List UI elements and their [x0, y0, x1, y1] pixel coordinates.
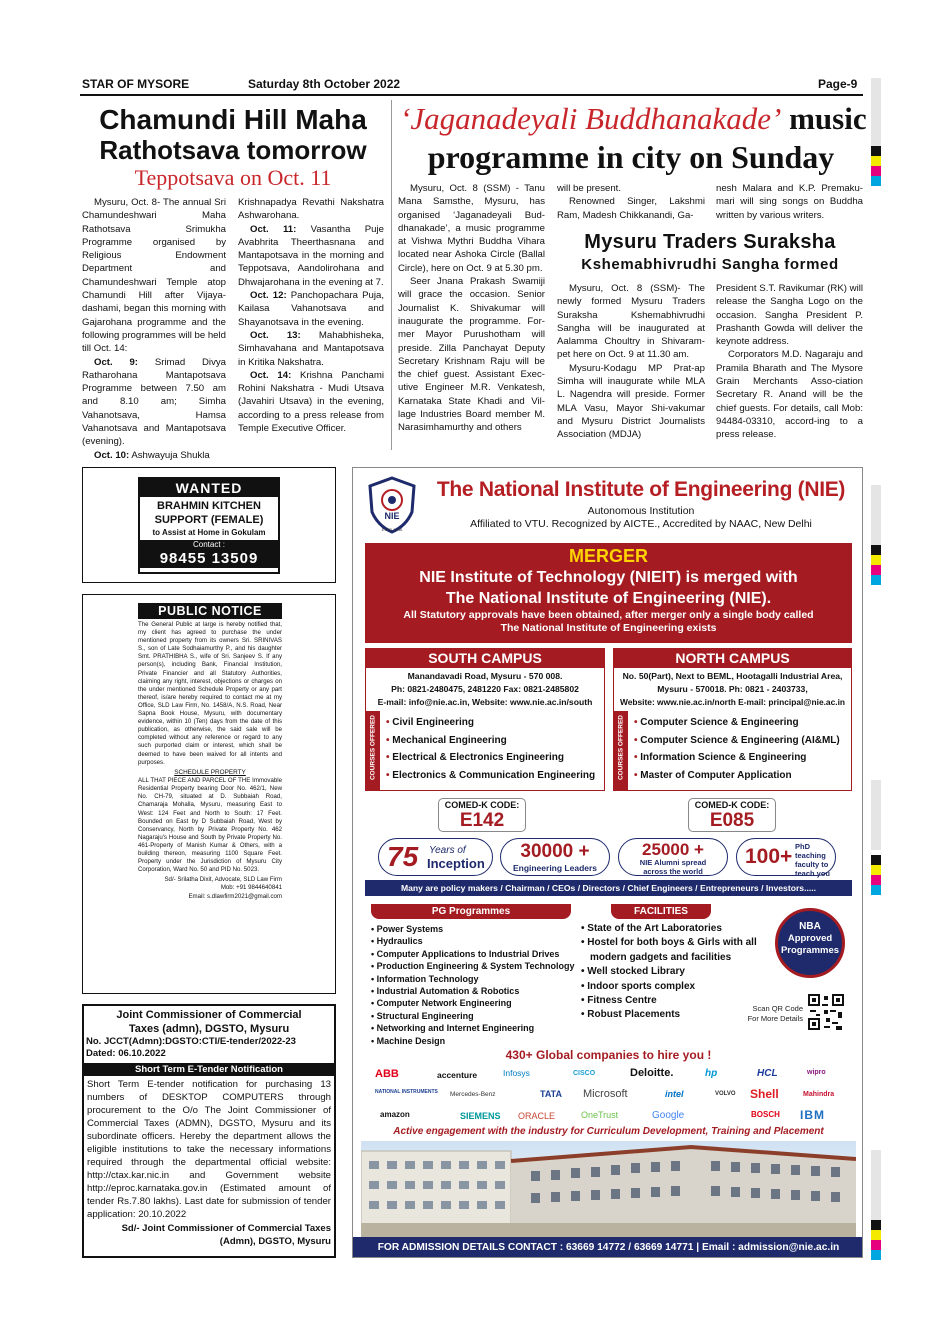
stat-big: 25000 +	[642, 840, 704, 859]
company-logo-mercedes: Mercedes-Benz	[450, 1091, 496, 1098]
merger-title: MERGER	[568, 546, 648, 566]
campus-photo	[361, 1141, 856, 1237]
margin-bar-top	[871, 78, 881, 148]
course-text: Civil Engineering	[392, 717, 474, 728]
tender-sign1: Sd/- Joint Commissioner of Commercial Taxes	[121, 1223, 331, 1234]
south-contact: E-mail: info@nie.ac.in, Website: www.nie.ac.in/south	[377, 697, 593, 707]
stat-years	[378, 838, 493, 876]
facilities-title: FACILITIES	[611, 904, 711, 919]
registration-mark	[871, 146, 881, 186]
logo-year: ESTD 1946	[381, 527, 403, 532]
stats-row	[378, 838, 838, 878]
course-item: • Civil Engineering	[386, 717, 474, 728]
para	[238, 289, 384, 329]
notice-title: PUBLIC NOTICE	[138, 603, 282, 619]
subheadline: Kshemabhivrudhi Sangha formed	[581, 256, 839, 273]
company-logo-mahindra: Mahindra	[803, 1091, 835, 1098]
headline-italic: ‘Jaganadeyali Buddhanakade’	[400, 101, 782, 136]
para-text: Mahabhisheka, Simhavahana and Mantapotsava in Kritika Nakshatra.	[238, 329, 384, 368]
company-logo-oracle: ORACLE	[518, 1111, 556, 1121]
courses-offered-strip	[614, 711, 628, 791]
stat-small: across the world	[643, 867, 703, 876]
wanted-line1: BRAHMIN KITCHEN	[157, 500, 261, 512]
pg-item: • Power Systems	[371, 924, 444, 934]
stat-big: 100+	[745, 845, 793, 868]
margin-bar-bottom	[871, 1150, 881, 1220]
company-logo-google: Google	[652, 1110, 685, 1121]
article-chamundi	[80, 104, 386, 191]
para: Mysuru, Oct. 8- The annual Sri Chamundeshwari Maha Rathotsava Srimukha Programme organised by Religious Endowment Department and Chamundeshwari Temple atop Chamundi Hill after Vijaya-dashami, began this morning with Gajarohana programme and the following programmes will be held till Oct. 14:	[82, 197, 226, 355]
margin-bar-low	[871, 780, 881, 850]
nie-ad	[352, 467, 863, 1258]
nba-badge	[775, 908, 845, 978]
company-logo-intel: intel	[665, 1089, 684, 1099]
nba-text: Programmes	[780, 945, 840, 956]
facility-text: Robust Placements	[587, 1009, 681, 1021]
para	[82, 449, 226, 462]
para: Renowned Singer, Lakshmi Ram, Madesh Chikkanandi, Ga-	[557, 196, 705, 221]
tender-band: Short Term E-Tender Notification	[84, 1063, 334, 1076]
pg-item: • Structural Engineering	[371, 1010, 474, 1021]
margin-bar-mid	[871, 485, 881, 545]
stat-small: teach you	[795, 869, 831, 878]
pg-text: Industrial Automation & Robotics	[376, 986, 520, 997]
pg-text: Hydraulics	[376, 936, 423, 947]
stat-leaders	[500, 838, 610, 876]
pg-item: • Computer Network Engineering	[371, 998, 512, 1009]
date-lead: Oct. 14:	[250, 369, 292, 381]
notice-mobile: Mob: +91 9844640841	[220, 884, 282, 892]
para: Mysuru, Oct. 8 (SSM) - Tanu Mana Samsthe, Mysuru, has organised ‘Jaganadeyali Bud-dhanakade’, a music programme at Vishwa Mythri Buddha Vihara located near Ashoka Circle (Ballal Circle), here on Oct. 9 at 5.30 pm.	[398, 183, 545, 274]
company-logo-shell: Shell	[750, 1087, 779, 1101]
company-logo-cisco: CISCO	[573, 1070, 596, 1077]
date-lead: Oct. 10:	[94, 449, 130, 461]
course-item: • Computer Science & Engineering (AI&ML)	[634, 734, 840, 746]
course-text: Mechanical Engineering	[392, 734, 507, 746]
registration-mark	[871, 855, 881, 895]
comedk-south	[438, 798, 526, 832]
pg-text: Production Engineering & System Technology	[376, 961, 575, 972]
course-text: Electronics & Communication Engineering	[392, 769, 596, 781]
merger-line4: The National Institute of Engineering exists	[500, 622, 717, 634]
wanted-inner	[138, 477, 280, 574]
para	[238, 329, 384, 369]
facility-item: • Hostel for both boys & Girls with all modern gadgets and facilities	[581, 937, 757, 963]
company-logo-hp: hp	[705, 1068, 718, 1079]
header-rule	[80, 94, 863, 96]
tender-ref: No. JCCT(Admn):DGSTO:CTI/E-tender/2022-23	[86, 1036, 296, 1047]
notice-body: The General Public at large is hereby notified that, my client has agreed to purchase the under mentioned property from its owners Sri. SRINIVAS S., son of Late Sodhaiamurthy P., and his daughter Smt. PRATHIBHA S., wife of Sri. Sanjeev S. If any person(s), including Bank, Financial Institution, Private Financier and all Statutory Authorities, claiming any right, interest, objections or charges on the under mentioned Schedule Property or any part thereof, is/are hereby required to contact me at my Office, SLD Law Firm, No. 1458/A, N.S. Road, Near Sapna Book House, Mysuru, with documentary evidence, within 10 (Ten) days from the date of this publication, as otherwise, the said sale will be completed without any reference or regard to any such purported claim or interest, which shall be deemed to have been waived for all intents and purposes.	[138, 621, 282, 766]
para: President S.T. Ravikumar (RK) will release the Sangha Logo on the occasion. Sangha President P. Prashanth Gowda will deliver the keynote address.	[716, 283, 863, 348]
subheadline: Teppotsava on Oct. 11	[134, 165, 332, 190]
schedule-body: ALL THAT PIECE AND PARCEL OF THE Immovable Residential Property bearing Door No. 462/1, New No. CH-79, situated at D. Subbaiah Road, Chamaraja Mohalla, Mysuru, measuring East to West: 124 Feet and North to South: 17 Feet. Bounded on East by D Subbaiah Road, West by Conservancy, North by Private Property No. 462 Nagaraju's House and South by Private Property No. 461-Property of Manish Kumar & Others, with a building thereon, measuring 1100 Square Feet. Property under the Jurisdiction of Mysuru City Corporation, Ward No. 50 and PID No. 5023.	[138, 777, 282, 874]
para: Seer Jnana Prakash Swamiji will grace the occasion. Senior Journalist K. Shivakumar will inaugurate the programme. For-mer Mayor Purushotham will preside. Zilla Panchayat Deputy Secretary Krishnam Raju will be the chief guest. Assistant Exec-utive Engineer M.R. Venkatesh, Karnataka State Khadi and Vil-lage Industries Board member M. Narasimhamurthy and others	[398, 276, 545, 434]
date-lead: Oct. 9:	[94, 356, 138, 368]
pg-list	[371, 923, 581, 1047]
pg-programmes	[371, 904, 581, 1047]
nie-title: The National Institute of Engineering (NIE)	[436, 478, 846, 501]
north-campus-card	[613, 648, 852, 791]
tender-sign2: (Admn), DGSTO, Mysuru	[219, 1236, 331, 1247]
nba-text: NBA	[799, 921, 821, 932]
pg-text: Machine Design	[376, 1035, 446, 1046]
stat-small-group	[795, 842, 835, 878]
course-item: • Master of Computer Application	[634, 769, 792, 781]
stat-alumni	[618, 838, 728, 876]
logo-text: NIE	[384, 511, 400, 521]
admission-footer: FOR ADMISSION DETAILS CONTACT : 63669 14772 / 63669 14771 | Email : admission@nie.ac.in	[353, 1237, 863, 1258]
para: Mysuru-Kodagu MP Prat-ap Simha will inaugurate while MLA L. Nagendra will preside. Former MLA Vasu, Mayor Shi-vakumar and Mysuru District Journalists Association (MDJA)	[557, 362, 705, 441]
qr-text: For More Details	[747, 1014, 803, 1023]
pg-text: Power Systems	[376, 924, 444, 934]
company-logo-amazon: amazon	[380, 1110, 410, 1119]
stat-small: Engineering Leaders	[512, 863, 598, 873]
stat-big: 75	[387, 841, 419, 872]
para: Corporators M.D. Nagaraju and Pramila Bharath and The Mysore Grain Merchants Asso-ciation Secretary R. Anand will be the chief guests. For details, call Mob: 94484-03310, accord-ing to a press release.	[716, 349, 863, 441]
north-title: NORTH CAMPUS	[614, 649, 851, 668]
pg-text: Networking and Internet Engineering	[376, 1023, 535, 1034]
south-title: SOUTH CAMPUS	[366, 649, 604, 668]
south-phone: Ph: 0821-2480475, 2481220 Fax: 0821-2485802	[391, 684, 579, 694]
nie-sub2: Affiliated to VTU. Recognized by AICTE., Accredited by NAAC, New Delhi	[470, 518, 812, 530]
schedule-title: SCHEDULE PROPERTY	[174, 768, 246, 776]
tender-notice-ad	[82, 1004, 336, 1258]
facility-text: Indoor sports complex	[587, 980, 696, 992]
pg-text: Computer Applications to Industrial Drives	[376, 948, 560, 959]
merger-line2: The National Institute of Engineering (NIE).	[445, 590, 772, 607]
wanted-title: WANTED	[140, 479, 278, 497]
merger-line3: All Statutory approvals have been obtained, after merger only a single body called	[403, 609, 814, 621]
north-course-list	[634, 714, 849, 784]
pg-text: Computer Network Engineering	[376, 998, 512, 1009]
para: Mysuru, Oct. 8 (SSM)- The newly formed Mysuru Traders Suraksha Kshemabhivrudhi Sangha will be inaugurated at Aalamma Choultry in Shivaram-pet here on Oct. 9 at 11.30 am.	[557, 283, 705, 361]
pg-item: • Networking and Internet Engineering	[371, 1023, 535, 1034]
course-item: • Electrical & Electronics Engineering	[386, 752, 565, 763]
comedk-north	[688, 798, 776, 832]
company-logo-accenture: accenture	[437, 1070, 478, 1080]
public-notice-inner	[138, 603, 282, 989]
headline: Mysuru Traders Suraksha	[584, 231, 836, 253]
para-text: Ashwayuja Shukla	[131, 449, 210, 461]
facility-text: Hostel for both boys & Girls with all modern gadgets and facilities	[587, 937, 757, 963]
course-text: Electrical & Electronics Engineering	[392, 752, 565, 763]
stat-small: faculty to	[795, 860, 829, 869]
stat-small: Years of	[429, 845, 466, 856]
company-logo-ibm: IBM	[800, 1108, 825, 1122]
notice-email: Email: s.dlawfirm2021@gmail.com	[188, 892, 282, 900]
para: Krishnapadya Revathi Nakshatra Ashwarohana.	[238, 197, 384, 222]
comedk-code: E085	[709, 810, 755, 831]
article-music	[400, 100, 867, 176]
engagement-line: Active engagement with the industry for Curriculum Development, Training and Placement	[393, 1126, 824, 1137]
para-text: Krishna Panchami Rohini Nakshatra - Mudi Utsava (Javahiri Utsava) in the evening, according to a press release from Temple Executive Officer.	[238, 369, 384, 435]
facility-item: • Robust Placements	[581, 1009, 681, 1021]
article-chamundi-col2	[238, 196, 384, 435]
tender-date: Dated: 06.10.2022	[86, 1048, 166, 1059]
north-contact: Website: www.nie.ac.in/north E-mail: principal@nie.ac.in	[619, 697, 846, 707]
article-traders	[557, 229, 863, 275]
company-logo-tata: TATA	[540, 1089, 562, 1099]
merger-line1: NIE Institute of Technology (NIEIT) is merged with	[419, 569, 798, 586]
comedk-label: COMED-K CODE:	[694, 800, 770, 810]
company-logo-infosys: Infosys	[503, 1068, 530, 1078]
courses-label: COURSES OFFERED	[369, 715, 377, 781]
courses-offered-strip	[366, 711, 380, 791]
qr-caption	[743, 1004, 803, 1024]
company-logo-onetrust: OneTrust	[581, 1110, 619, 1120]
headline-line1: Chamundi Hill Maha	[99, 104, 367, 135]
company-logo-volvo: VOLVO	[715, 1091, 736, 1097]
issue-date: Saturday 8th October 2022	[248, 77, 401, 91]
article-music-col1	[398, 182, 545, 435]
company-logo-abb: ABB	[375, 1068, 399, 1080]
stat-small: NIE Alumni spread	[639, 858, 707, 867]
stat-small: Inception	[427, 856, 485, 871]
wanted-ad	[82, 467, 336, 583]
pg-item: • Hydraulics	[371, 936, 423, 947]
company-logo-hcl: HCL	[757, 1068, 778, 1079]
company-logo-siemens: SIEMENS	[460, 1111, 501, 1121]
stat-big: 30000 +	[520, 841, 590, 862]
pg-item: • Industrial Automation & Robotics	[371, 986, 520, 997]
date-lead: Oct. 11:	[250, 223, 297, 235]
public-notice-ad	[82, 594, 336, 994]
article-chamundi-col1	[82, 196, 226, 462]
company-logo-microsoft: Microsoft	[583, 1088, 628, 1100]
tender-body: Short Term E-tender notification for purchasing 13 numbers of DESKTOP COMPUTERS through procurement to the O/o The Joint Commissioner of Commercial Taxes (ADMN), DGSTO, Mysuru and its subordinate officers. Hereby the department allows the eligible institutions to take the necessary informations required through the departmental official website: http://ctax.kar.nic.in and Government website http://eproc.karnataka.gov.in (Estimated amount of tender Rs.7.80 lakhs). Last date for submission of tender application: 20.10.2022	[87, 1079, 331, 1220]
article-traders-col1	[557, 282, 705, 442]
south-campus-card	[365, 648, 605, 791]
facilities-list	[581, 922, 761, 1023]
para	[238, 223, 384, 289]
course-text: Master of Computer Application	[640, 769, 792, 781]
company-logo-bosch: BOSCH	[751, 1110, 780, 1119]
course-item: • Electronics & Communication Engineering	[386, 769, 596, 781]
facility-text: State of the Art Laboratories	[587, 923, 722, 934]
wanted-line2: SUPPORT (FEMALE)	[154, 514, 264, 526]
registration-mark	[871, 545, 881, 585]
para-text: Vasantha Puje Avabhrita Theerthasnana and Mantapotsava in the morning and Teppotsava, Aandolirohana and Dhwajarohana in the evening at 7.	[238, 223, 384, 288]
course-item: • Information Science & Engineering	[634, 752, 807, 763]
course-text: Computer Science & Engineering	[640, 717, 799, 728]
nie-sub1: Autonomous Institution	[587, 505, 695, 517]
north-phone: Mysuru - 570018. Ph: 0821 - 2403733,	[657, 684, 808, 694]
headline-line1	[400, 100, 867, 138]
courses-label: COURSES OFFERED	[617, 715, 625, 781]
pg-item: • Machine Design	[371, 1035, 446, 1046]
tender-head1: Joint Commissioner of Commercial	[116, 1009, 302, 1021]
pg-text: Information Technology	[376, 973, 479, 984]
pg-item: • Computer Applications to Industrial Drives	[371, 948, 560, 959]
headline-rest: music	[781, 101, 867, 136]
nie-logo-icon	[366, 476, 418, 534]
headline-line2: programme in city on Sunday	[427, 139, 835, 175]
wanted-line3: to Assist at Home in Gokulam	[152, 528, 266, 537]
comedk-label: COMED-K CODE:	[444, 800, 520, 810]
company-logo-wipro: wipro	[807, 1069, 826, 1076]
notice-sign: Sd/- Srilatha Dixit, Advocate, SLD Law Firm	[164, 876, 282, 884]
facility-item: • Fitness Centre	[581, 995, 657, 1007]
para-text: Panchopachara Puja, Kailasa Vahanotsava and Shayanotsava in the evening.	[238, 290, 384, 328]
south-course-list	[386, 714, 601, 784]
facility-text: Fitness Centre	[587, 995, 657, 1007]
qr-code-icon[interactable]	[806, 992, 846, 1032]
wanted-contact	[140, 540, 278, 568]
para: nesh Malara and K.P. Premaku-mari will sing songs on Buddha written by various writers.	[716, 183, 863, 221]
para	[82, 356, 226, 449]
pg-item: • Production Engineering & System Technology	[371, 961, 575, 972]
pg-title: PG Programmes	[371, 904, 571, 919]
facility-text: Well stocked Library	[587, 966, 685, 978]
headline-line2: Rathotsava tomorrow	[99, 135, 367, 165]
company-logo-deloitte: Deloitte.	[630, 1067, 674, 1079]
paper-name: STAR OF MYSORE	[82, 77, 190, 91]
facility-item: • Well stocked Library	[581, 966, 685, 978]
company-logo-ni: NATIONAL INSTRUMENTS	[375, 1089, 438, 1095]
para	[238, 369, 384, 435]
policy-band: Many are policy makers / Chairman / CEOs / Directors / Chief Engineers / Entrepreneurs / Investors.....	[365, 880, 852, 896]
contact-phone: 98455 13509	[159, 550, 259, 567]
date-lead: Oct. 12:	[250, 290, 287, 302]
pg-item: • Information Technology	[371, 973, 479, 984]
article-music-col2	[557, 182, 705, 222]
date-lead: Oct. 13:	[250, 329, 301, 341]
article-music-col3	[716, 182, 863, 222]
comedk-code: E142	[459, 810, 505, 831]
page-number: Page-9	[818, 77, 858, 91]
course-item: • Computer Science & Engineering	[634, 717, 799, 728]
course-text: Information Science & Engineering	[640, 752, 807, 763]
facility-item: • Indoor sports complex	[581, 980, 696, 992]
contact-label: Contact :	[192, 540, 225, 549]
facilities	[581, 904, 761, 1023]
nba-text: Approved	[787, 933, 833, 944]
pg-text: Structural Engineering	[376, 1010, 474, 1021]
course-item: • Mechanical Engineering	[386, 734, 507, 746]
course-text: Computer Science & Engineering (AI&ML)	[640, 734, 840, 746]
registration-mark	[871, 1220, 881, 1260]
stat-phd	[736, 838, 836, 876]
north-address: No. 50(Part), Next to BEML, Hootagalli Industrial Area,	[622, 671, 843, 681]
facility-item: • State of the Art Laboratories	[581, 923, 722, 934]
column-rule	[391, 100, 392, 450]
tender-head2: Taxes (admn), DGSTO, Mysuru	[128, 1023, 290, 1035]
merger-banner	[365, 543, 852, 643]
south-address: Manandavadi Road, Mysuru - 570 008.	[407, 671, 563, 681]
companies-title: 430+ Global companies to hire you !	[505, 1048, 712, 1062]
qr-text: Scan QR Code	[752, 1004, 803, 1013]
article-traders-col2	[716, 282, 863, 442]
para: will be present.	[557, 183, 621, 194]
stat-small: PhD teaching	[795, 842, 826, 860]
para-text: Srimad Divya Ratharohana Mantapotsava Programme between 7.50 am and 8.10 am; Simha Vahanotsava, Hamsa Vahanotsava and Mantapotsava (evening).	[82, 356, 226, 448]
